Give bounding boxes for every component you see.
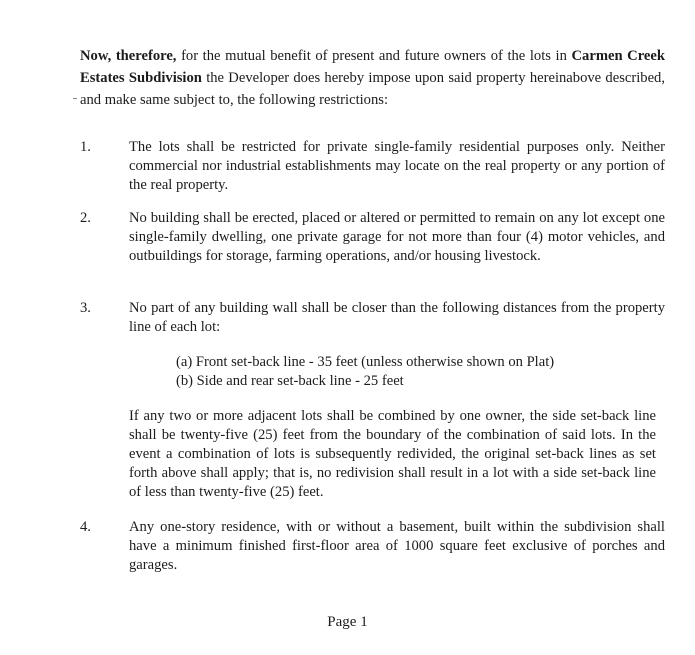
restriction-text: The lots shall be restricted for private single-family residential purposes only. Neither commercial nor industrial establishments may locate on the real property or any portion of the real property.	[129, 139, 665, 193]
restriction-text: No building shall be erected, placed or altered or permitted to remain on any lot except one single-family dwelling, one private garage for not more than four (4) motor vehicles, and outbuildings for storage, farming operations, and/or housing livestock.	[129, 210, 665, 264]
restriction-item-4	[80, 518, 665, 575]
intro-lead: Now, therefore,	[80, 48, 177, 64]
restriction-number: 3.	[80, 300, 91, 316]
restriction-item-3	[80, 299, 665, 337]
restriction-item-1	[80, 138, 665, 195]
restriction-text: No part of any building wall shall be closer than the following distances from the property line of each lot:	[129, 300, 665, 335]
intro-paragraph	[80, 45, 665, 111]
restriction-3-followup: If any two or more adjacent lots shall be combined by one owner, the side set-back line shall be twenty-five (25) feet from the boundary of the combination of said lots. In the event a combination of lots is subsequently redivided, the original set-back lines as set forth above shall apply; that is, no redivision shall result in a lot with a side set-back line of less than twenty-five (25) feet.	[129, 408, 656, 500]
restriction-text: Any one-story residence, with or without a basement, built within the subdivision shall have a minimum finished first-floor area of 1000 square feet exclusive of porches and garages.	[129, 519, 665, 573]
restriction-number: 4.	[80, 519, 91, 535]
page-number: Page 1	[327, 614, 368, 630]
intro-text-after-project: the Developer does hereby impose upon said property hereinabove described, and make same subject to, the following restrictions:	[80, 70, 665, 108]
project-name: Carmen Creek Estates Subdivision	[80, 48, 666, 86]
intro-text-before-project: for the mutual benefit of present and future owners of the lots in	[176, 48, 572, 64]
scan-mark	[73, 98, 77, 99]
setback-side-rear: (b) Side and rear set-back line - 25 feet	[176, 373, 404, 389]
setback-front: (a) Front set-back line - 35 feet (unless otherwise shown on Plat)	[176, 354, 555, 370]
restriction-number: 1.	[80, 139, 91, 155]
restriction-number: 2.	[80, 210, 91, 226]
restriction-item-2	[80, 209, 665, 266]
